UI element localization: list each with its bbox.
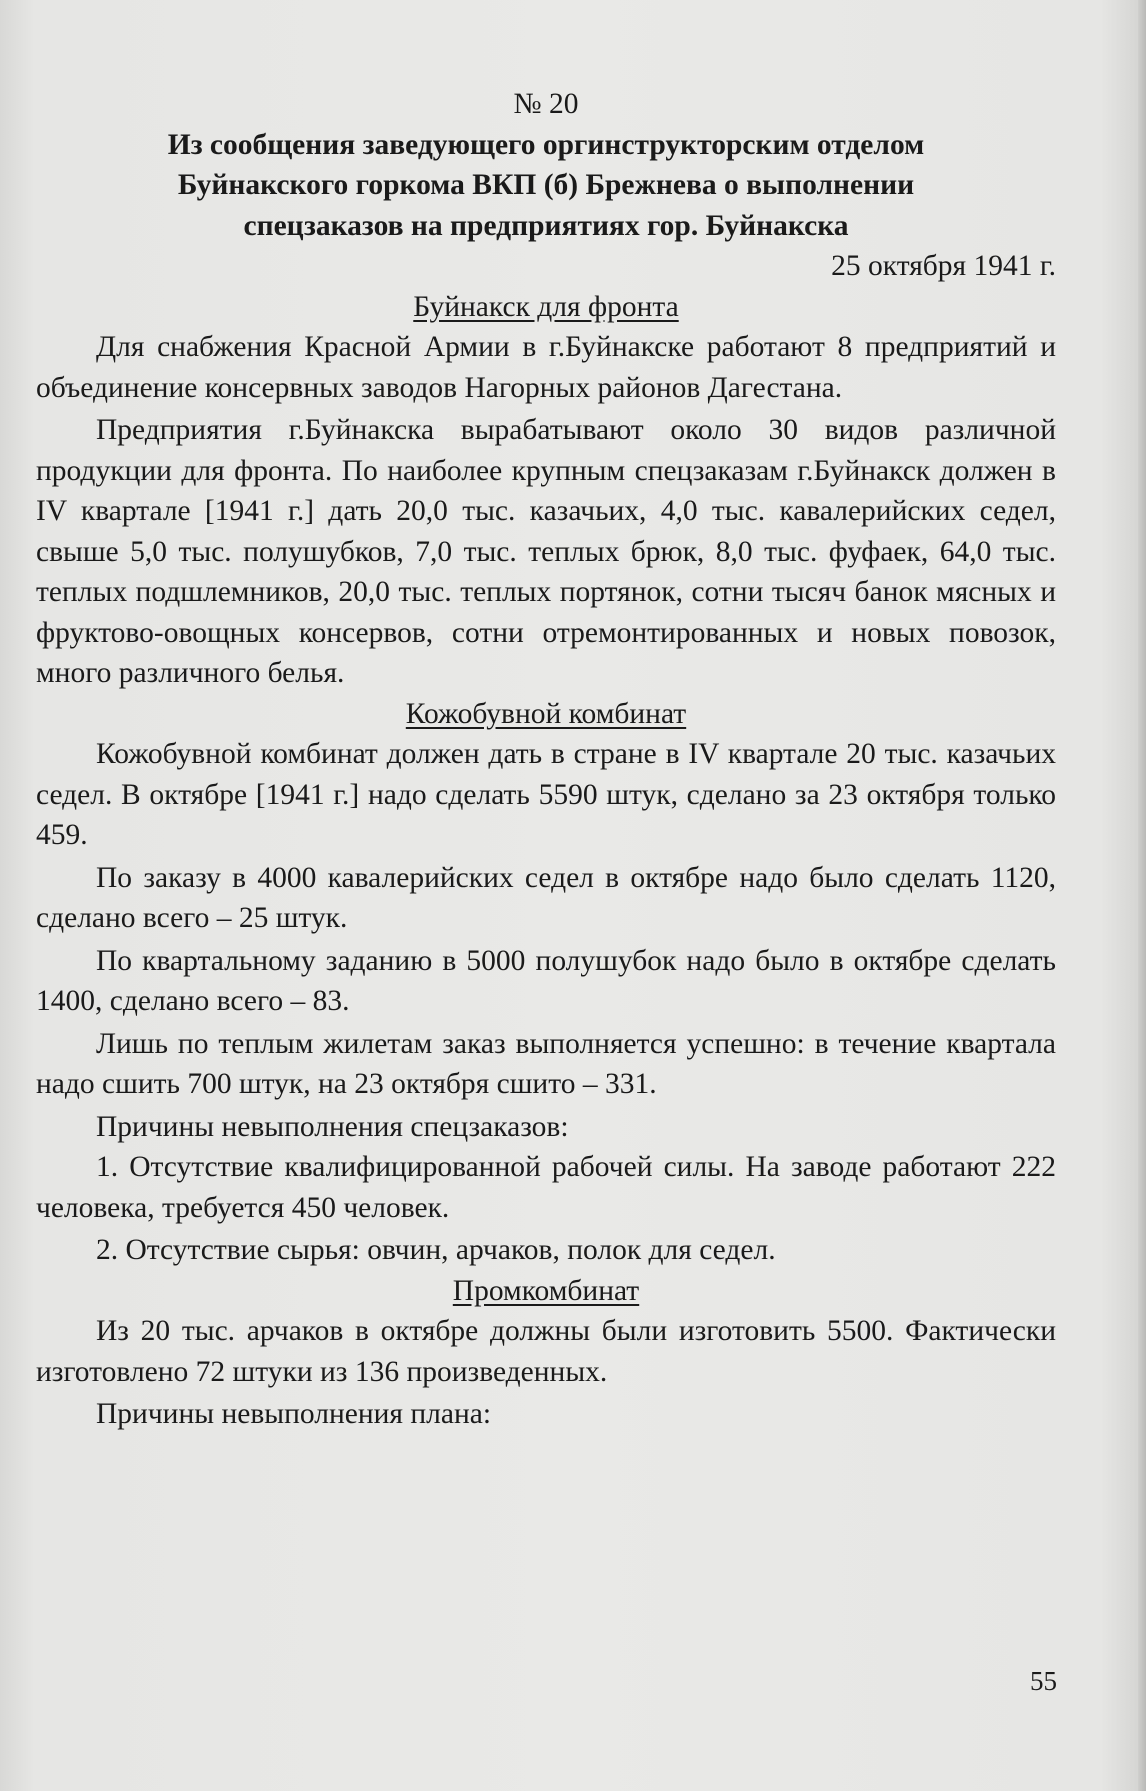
paragraph: Кожобувной комбинат должен дать в стране в IV квартале 20 тыс. казачьих седел. В октябре [1941 г.] надо сделать 5590 штук, сделано за 23 октября только 459. <box>36 738 1056 851</box>
section-heading-front: Буйнакск для фронта <box>413 290 679 323</box>
title-line: спецзаказов на предприятиях гор. Буйнакска <box>243 209 849 242</box>
title-line: Из сообщения заведующего оргинструкторским отделом <box>167 128 925 161</box>
paragraph: По квартальному заданию в 5000 полушубок надо было в октябре сделать 1400, сделано всего – 83. <box>36 944 1056 1017</box>
paragraph: Причины невыполнения плана: <box>96 1398 492 1430</box>
document-number: № 20 <box>513 88 579 120</box>
document-date: 25 октября 1941 г. <box>831 250 1056 282</box>
paragraph: Лишь по теплым жилетам заказ выполняется успешно: в течение квартала надо сшить 700 штук, на 23 октября сшито – 331. <box>36 1027 1056 1100</box>
paragraph: 2. Отсутствие сырья: овчин, арчаков, полок для седел. <box>96 1234 776 1266</box>
document-body <box>36 84 1056 1435</box>
document-title <box>36 125 1056 247</box>
paragraph: Из 20 тыс. арчаков в октябре должны были изготовить 5500. Фактически изготовлено 72 штуки из 136 произведенных. <box>36 1315 1056 1388</box>
section-heading-prom: Промкомбинат <box>452 1274 640 1307</box>
page-number: 55 <box>1030 1666 1057 1696</box>
book-spine-shadow <box>1138 0 1146 1791</box>
title-line: Буйнакского горкома ВКП (б) Брежнева о выполнении <box>177 169 915 201</box>
paragraph: Предприятия г.Буйнакска вырабатывают около 30 видов различной продукции для фронта. По наиболее крупным спецзаказам г.Буйнакск должен в IV квартале [1941 г.] дать 20,0 тыс. казачьих, 4,0 тыс. кавалерийских седел, свыше 5,0 тыс. полушубков, 7,0 тыс. теплых брюк, 8,0 тыс. фуфаек, 64,0 тыс. теплых подшлемников, 20,0 тыс. теплых портянок, сотни тысяч банок мясных и фруктово-овощных консервов, сотни отремонтированных и новых повозок, много различного белья. <box>36 414 1056 689</box>
paragraph: 1. Отсутствие квалифицированной рабочей силы. На заводе работают 222 человека, требуется 450 человек. <box>36 1151 1056 1224</box>
paragraph: По заказу в 4000 кавалерийских седел в октябре надо было сделать 1120, сделано всего – 25 штук. <box>36 861 1056 934</box>
section-heading-leather: Кожобувной комбинат <box>405 697 687 730</box>
paragraph: Причины невыполнения спецзаказов: <box>96 1110 569 1143</box>
paragraph: Для снабжения Красной Армии в г.Буйнакске работают 8 предприятий и объединение консервных заводов Нагорных районов Дагестана. <box>36 331 1056 404</box>
